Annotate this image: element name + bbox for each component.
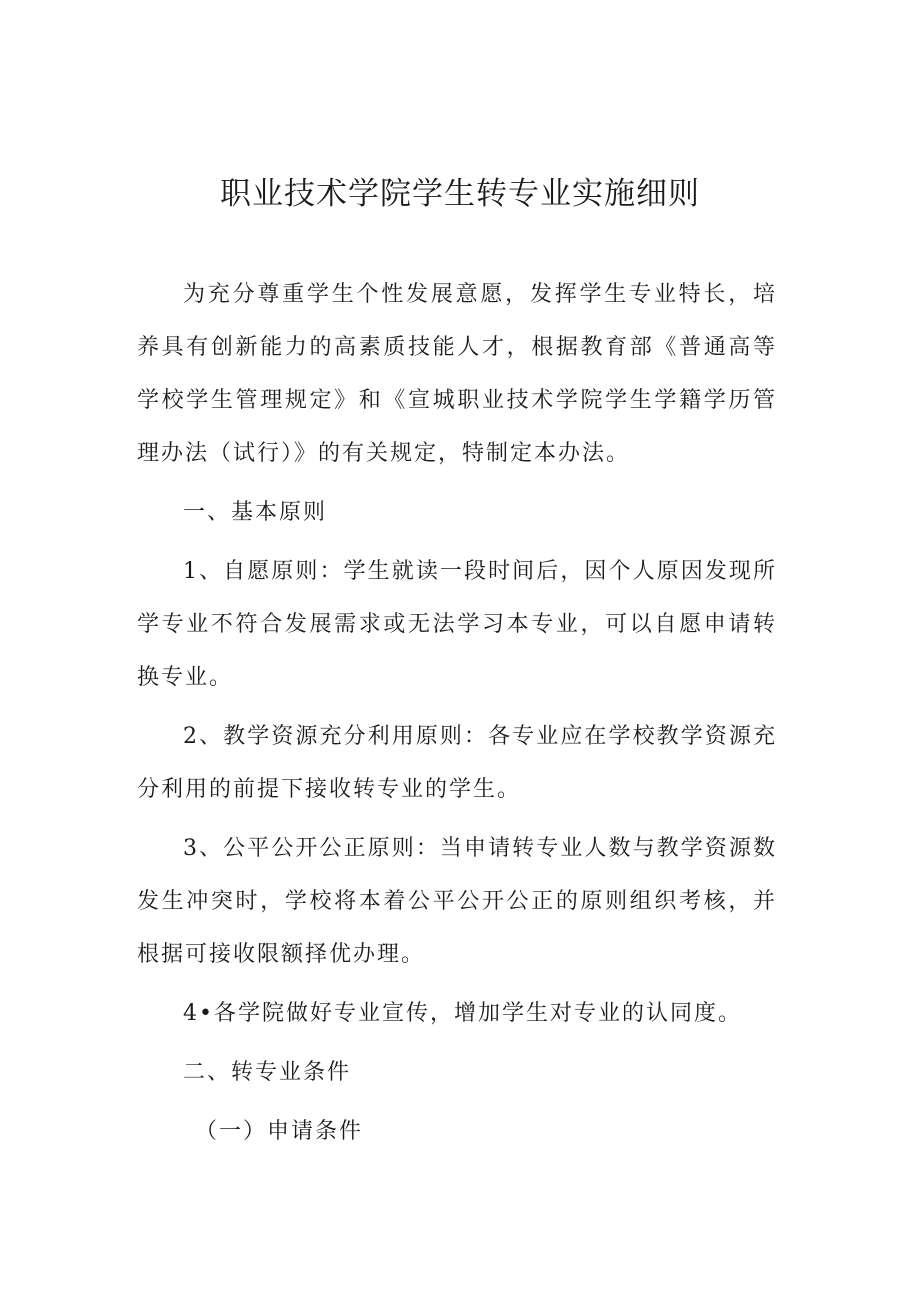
subsection-heading-application-conditions: （一）申请条件 [195, 1119, 364, 1144]
document-title: 职业技术学院学生转专业实施细则 [220, 176, 700, 212]
section-heading-basic-principles: 一、基本原则 [183, 500, 328, 525]
principle-resource-utilization: 2、教学资源充分利用原则：各专业应在学校教学资源充分利用的前提下接收转专业的学生。 [137, 724, 777, 802]
principle-fairness: 3、公平公开公正原则：当申请转专业人数与教学资源数发生冲突时，学校将本着公平公开公正的原则组织考核，并根据可接收限额择优办理。 [137, 836, 777, 967]
document-body [137, 268, 777, 1158]
principle-promotion: 4•各学院做好专业宣传，增加学生对专业的认同度。 [183, 1001, 742, 1026]
intro-paragraph: 为充分尊重学生个性发展意愿，发挥学生专业特长，培养具有创新能力的高素质技能人才，根据教育部《普通高等学校学生管理规定》和《宣城职业技术学院学生学籍学历管理办法（试行）》的有关规定，特制定本办法。 [137, 282, 777, 466]
section-heading-transfer-conditions: 二、转专业条件 [183, 1060, 352, 1085]
principle-voluntary: 1、自愿原则：学生就读一段时间后，因个人原因发现所学专业不符合发展需求或无法学习本专业，可以自愿申请转换专业。 [137, 559, 777, 690]
